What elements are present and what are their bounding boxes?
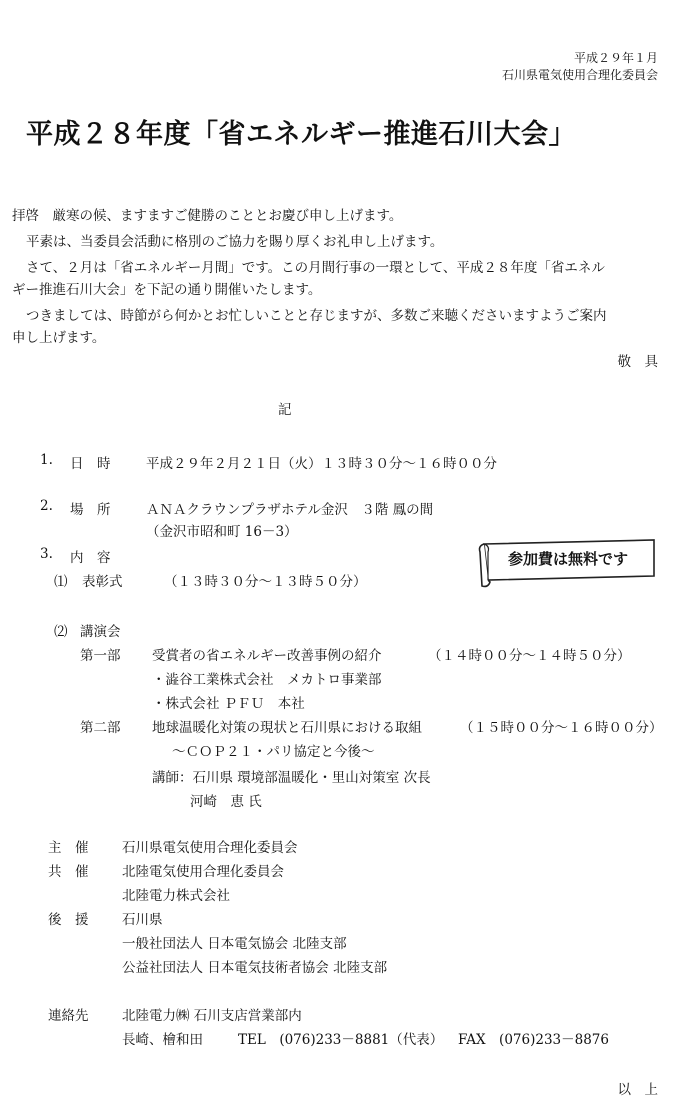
lecture-label: 講演会 [80, 624, 121, 640]
lecture-number: ⑵ [54, 624, 68, 640]
part1-title: 受賞者の省エネルギー改善事例の紹介 [152, 648, 382, 664]
item-number-2: 2. [40, 498, 53, 514]
invitation-line-2: 申し上げます。 [12, 330, 106, 346]
part1-company-2: ・株式会社 ＰＦＵ 本社 [152, 696, 305, 712]
cohost-value-1: 北陸電気使用合理化委員会 [122, 864, 284, 880]
contact-names: 長崎、檜和田 [122, 1032, 203, 1048]
speaker-name: 河崎 恵 氏 [190, 794, 262, 810]
support-label: 後 援 [48, 912, 89, 928]
part2-label: 第二部 [80, 720, 121, 736]
greeting-paragraph: 拝啓 厳寒の候、ますますご健勝のこととお慶び申し上げます。 [12, 208, 403, 224]
award-time: （１３時３０分～１３時５０分） [164, 574, 367, 590]
speaker-affiliation: 講師：石川県 環境部温暖化・里山対策室 次長 [152, 770, 431, 786]
venue-value: ＡＮＡクラウンプラザホテル金沢 ３階 鳳の間 [146, 502, 434, 518]
contact-fax: FAX (076)233－8876 [458, 1032, 609, 1048]
venue-label: 場 所 [70, 502, 111, 518]
part1-time: （１４時００分～１４時５０分） [428, 648, 631, 664]
announcement-line-2: ギー推進石川大会」を下記の通り開催いたします。 [12, 282, 322, 298]
end-mark: 以 上 [617, 1082, 658, 1098]
part2-title: 地球温暖化対策の現状と石川県における取組 [152, 720, 422, 736]
support-value-2: 一般社団法人 日本電気協会 北陸支部 [122, 936, 347, 952]
item-number-3: 3. [40, 546, 53, 562]
support-value-3: 公益社団法人 日本電気技術者協会 北陸支部 [122, 960, 388, 976]
banner-text: 参加費は無料です [507, 550, 628, 568]
announcement-line-1: さて、２月は「省エネルギー月間」です。この月間行事の一環として、平成２８年度「省エネル [26, 260, 605, 276]
contact-label: 連絡先 [48, 1008, 89, 1024]
award-label: 表彰式 [82, 574, 123, 590]
support-value-1: 石川県 [122, 912, 163, 928]
closing-keigu: 敬 具 [617, 354, 658, 370]
part2-subtitle: ～ＣＯＰ２１・パリ協定と今後～ [172, 744, 375, 760]
venue-address: （金沢市昭和町 16－3） [146, 524, 298, 540]
host-label: 主 催 [48, 840, 89, 856]
thanks-paragraph: 平素は、当委員会活動に格別のご協力を賜り厚くお礼申し上げます。 [26, 234, 444, 250]
cohost-label: 共 催 [48, 864, 89, 880]
part2-time: （１５時００分～１６時００分） [460, 720, 663, 736]
datetime-label: 日 時 [70, 456, 111, 472]
contact-org: 北陸電力㈱ 石川支店営業部内 [122, 1008, 302, 1024]
cohost-value-2: 北陸電力株式会社 [122, 888, 230, 904]
ki-heading: 記 [278, 402, 292, 418]
host-value: 石川県電気使用合理化委員会 [122, 840, 298, 856]
award-number: ⑴ [54, 574, 68, 590]
contact-tel: TEL (076)233－8881（代表） [238, 1032, 444, 1048]
part1-company-1: ・澁谷工業株式会社 メカトロ事業部 [152, 672, 382, 688]
issue-date: 平成２９年１月 [573, 51, 658, 65]
datetime-value: 平成２９年２月２１日（火）１３時３０分～１６時００分 [146, 456, 497, 472]
issuer-org: 石川県電気使用合理化委員会 [501, 68, 658, 82]
document-title: 平成２８年度「省エネルギー推進石川大会」 [26, 119, 576, 150]
content-label: 内 容 [70, 550, 111, 566]
item-number-1: 1. [40, 452, 53, 468]
invitation-line-1: つきましては、時節がら何かとお忙しいことと存じますが、多数ご来聴くださいますようご案内 [26, 308, 607, 324]
part1-label: 第一部 [80, 648, 121, 664]
